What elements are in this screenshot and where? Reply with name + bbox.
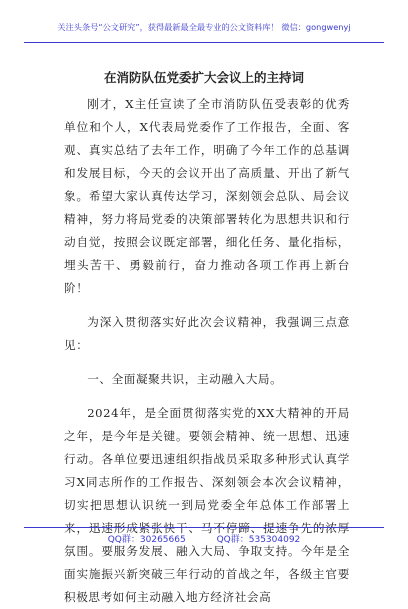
header-divider (24, 42, 384, 43)
section-heading: 一、全面凝聚共识，主动融入大局。 (87, 372, 283, 386)
footer-qq-group-2: QQ群：535304092 (216, 535, 301, 545)
body-paragraph: 为深入贯彻落实好此次会议精神，我强调三点意见： (64, 315, 350, 352)
footer-qq-group-1: QQ群：30265665 (107, 535, 186, 545)
body-paragraph: 2024年，是全面贯彻落实党的XX大精神的开局之年，是今年是关键。要领会精神、统一思想、迅速行动。各单位要迅速组织指战员采取多种形式认真学习X同志所作的工作报告、深刻领会本次会议精神，切实把思想认识统一到局党委全年总体工作部署上来，迅速形成紧张快干、马不停蹄、提速争先的浓厚氛围。要服务发展、融入大局、争取支持。今年是全面实施振兴新突破三年行动的首战之年，各级主官要积极思考如何主动融入地方经济社会高 (64, 406, 350, 604)
page-header-banner: 关注头条号“公文研究”，获得最新最全最专业的公文资料库！ 微信：gongwenyj (57, 22, 351, 32)
page-footer (0, 532, 408, 545)
body-paragraph: 刚才，X主任宣读了全市消防队伍受表彰的优秀单位和个人，X代表局党委作了工作报告，全面、客观、真实总结了去年工作，明确了今年工作的总基调和发展目标，今天的会议开出了高质量、开出了新气象。希望大家认真传达学习，深刻领会总队、局会议精神，努力将局党委的决策部署转化为思想共识和行动自觉，按照会议既定部署，细化任务、量化指标，埋头苦干、勇毅前行，奋力推动各项工作再上新台阶！ (64, 97, 350, 295)
document-title: 在消防队伍党委扩大会议上的主持词 (103, 70, 304, 85)
footer-divider (24, 527, 384, 528)
